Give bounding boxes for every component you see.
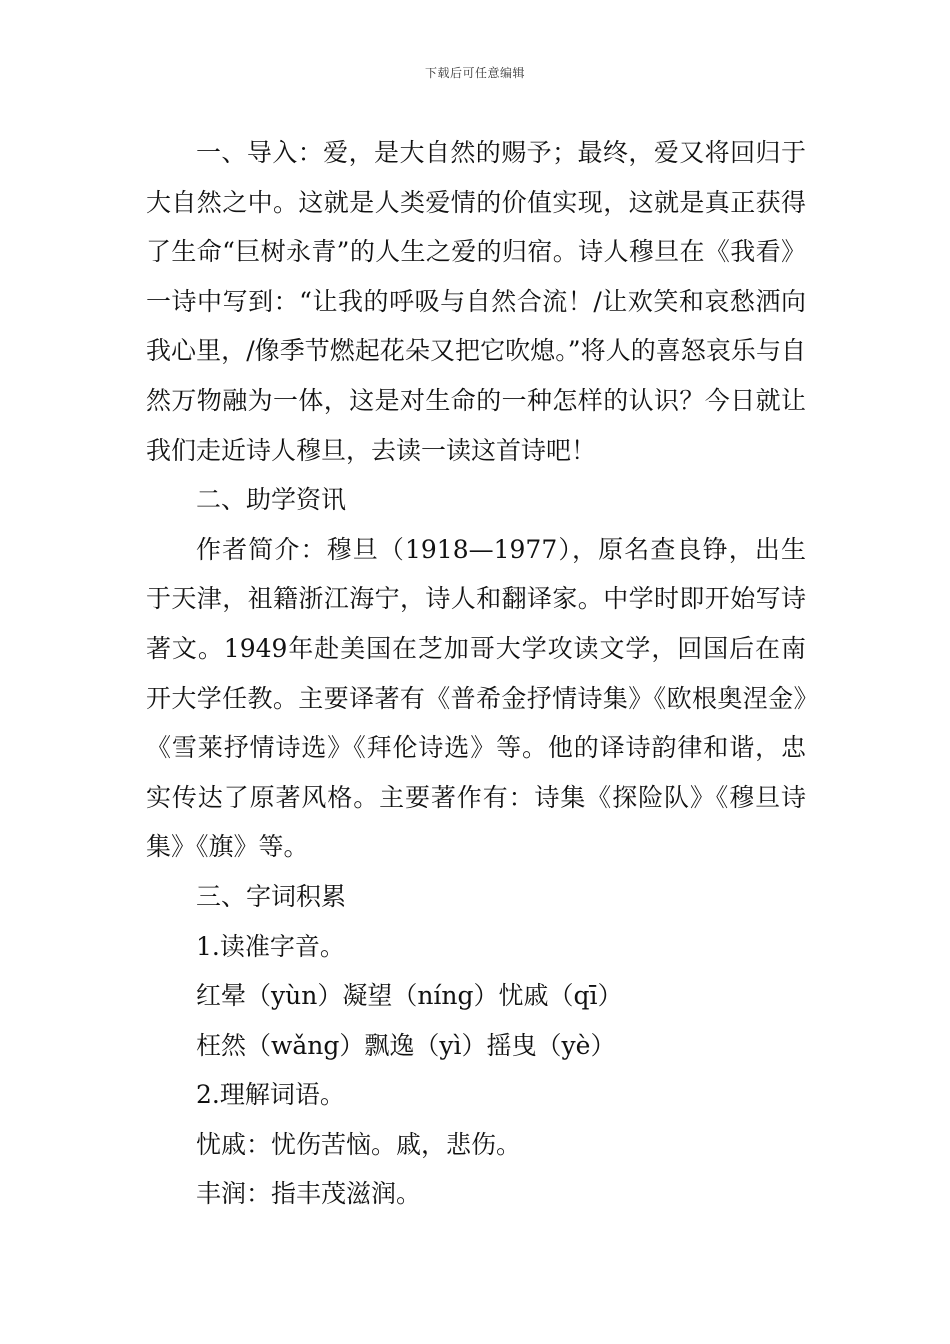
author-intro-paragraph: 作者简介：穆旦（1918—1977），原名查良铮，出生于天津，祖籍浙江海宁，诗人和翻译家。中学时即开始写诗著文。1949年赴美国在芝加哥大学攻读文学，回国后在南开大学任教。主要译著有《普希金抒情诗集》《欧根奥涅金》《雪莱抒情诗选》《拜伦诗选》等。他的译诗韵律和谐，忠实传达了原著风格。主要著作有：诗集《探险队》《穆旦诗集》《旗》等。 [146,534,806,862]
subheading-word-meaning: 2.理解词语。 [196,1080,345,1110]
page-header: 下载后可任意编辑 [424,66,525,80]
pronunciation-line-2: 枉然（wǎng）飘逸（yì）摇曳（yè） [196,1030,616,1060]
section-heading-reading-aids: 二、助学资讯 [196,485,347,515]
word-definition-1: 忧戚：忧伤苦恼。戚，悲伤。 [196,1129,522,1159]
document-body [146,128,806,1219]
word-definition-2: 丰润：指丰茂滋润。 [196,1179,422,1209]
pronunciation-line-1: 红晕（yùn）凝望（níng）忧戚（qī） [196,981,623,1011]
section-heading-vocabulary: 三、字词积累 [196,881,347,911]
subheading-pronunciation: 1.读准字音。 [196,931,345,961]
intro-paragraph: 一、导入：爱，是大自然的赐予；最终，爱又将回归于大自然之中。这就是人类爱情的价值实现，这就是真正获得了生命“巨树永青”的人生之爱的归宿。诗人穆旦在《我看》一诗中写到：“让我的呼吸与自然合流！/让欢笑和哀愁洒向我心里，/像季节燃起花朵又把它吹熄。”将人的喜怒哀乐与自然万物融为一体，这是对生命的一种怎样的认识？今日就让我们走近诗人穆旦，去读一读这首诗吧！ [146,138,806,465]
